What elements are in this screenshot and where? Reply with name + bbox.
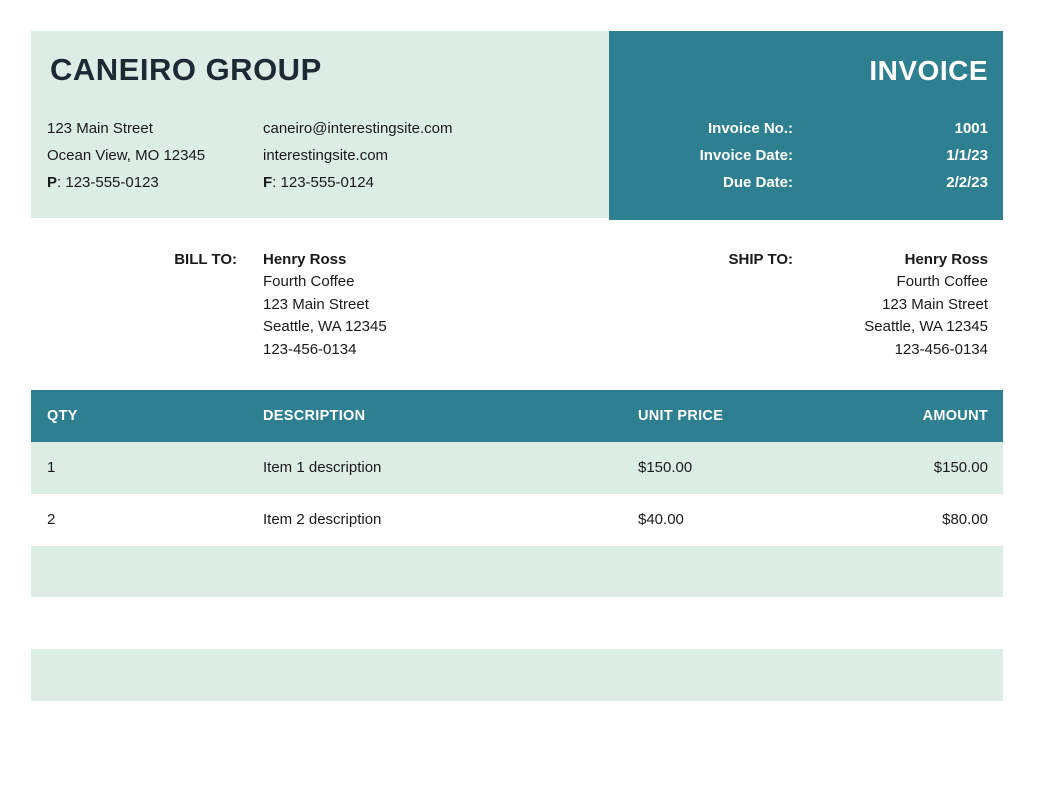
due-date-row bbox=[609, 169, 1003, 196]
invoice-fields bbox=[609, 115, 1003, 196]
item-unit-price: $150.00 bbox=[638, 459, 693, 476]
ship-to-address bbox=[700, 249, 988, 361]
description-column-header: DESCRIPTION bbox=[263, 408, 366, 424]
invoice-title: INVOICE bbox=[869, 55, 988, 86]
bill-to-name: Henry Ross bbox=[263, 251, 347, 268]
company-contact-info bbox=[31, 115, 609, 196]
company-name: CANEIRO GROUP bbox=[50, 52, 322, 87]
contact-row bbox=[31, 115, 609, 142]
unit-price-column-header: UNIT PRICE bbox=[638, 408, 724, 424]
item-qty: 2 bbox=[47, 510, 56, 528]
ship-to-line: Seattle, WA 12345 bbox=[864, 318, 988, 336]
company-website: interestingsite.com bbox=[263, 147, 389, 164]
due-date-label: Due Date: bbox=[722, 174, 793, 191]
company-city: Ocean View, MO 12345 bbox=[47, 147, 206, 164]
invoice-date-value: 1/1/23 bbox=[946, 147, 988, 164]
item-amount: $150.00 bbox=[933, 459, 988, 476]
bill-to-line: Seattle, WA 12345 bbox=[263, 318, 387, 336]
table-header-row bbox=[31, 390, 1003, 442]
contact-row bbox=[31, 142, 609, 169]
fax-number: : 123-555-0124 bbox=[272, 174, 374, 191]
ship-to-name: Henry Ross bbox=[904, 251, 988, 268]
table-row-empty bbox=[31, 701, 1003, 753]
table-row bbox=[31, 494, 1003, 546]
addresses-section bbox=[0, 249, 1038, 367]
invoice-meta-panel bbox=[609, 31, 1003, 220]
ship-to-line: 123-456-0134 bbox=[894, 340, 988, 358]
invoice-date-label: Invoice Date: bbox=[699, 147, 793, 164]
table-row bbox=[31, 442, 1003, 494]
company-fax bbox=[263, 169, 374, 196]
company-email: caneiro@interestingsite.com bbox=[263, 120, 453, 137]
bill-to-line: Fourth Coffee bbox=[263, 273, 355, 291]
qty-column-header: QTY bbox=[47, 408, 78, 424]
phone-number: : 123-555-0123 bbox=[57, 174, 159, 191]
table-row-empty bbox=[31, 546, 1003, 598]
invoice-number-label: Invoice No.: bbox=[707, 120, 793, 137]
fax-prefix: F bbox=[263, 174, 273, 191]
amount-column-header: AMOUNT bbox=[922, 408, 988, 424]
bill-to-line: 123 Main Street bbox=[263, 295, 369, 313]
bill-to-label: BILL TO: bbox=[174, 251, 237, 268]
table-row-empty bbox=[31, 649, 1003, 701]
invoice-number-value: 1001 bbox=[954, 120, 988, 137]
ship-to-line: 123 Main Street bbox=[882, 295, 988, 313]
item-amount: $80.00 bbox=[942, 510, 988, 528]
company-phone bbox=[47, 169, 159, 196]
item-qty: 1 bbox=[47, 459, 56, 476]
item-unit-price: $40.00 bbox=[638, 510, 684, 528]
table-row-empty bbox=[31, 597, 1003, 649]
item-description: Item 2 description bbox=[263, 510, 382, 528]
due-date-value: 2/2/23 bbox=[946, 174, 988, 191]
invoice-date-row bbox=[609, 142, 1003, 169]
company-street: 123 Main Street bbox=[47, 120, 153, 137]
line-items-table bbox=[31, 390, 1003, 753]
contact-row bbox=[31, 169, 609, 196]
ship-to-label: SHIP TO: bbox=[728, 251, 793, 268]
bill-to-line: 123-456-0134 bbox=[263, 340, 357, 358]
company-header-panel bbox=[31, 31, 609, 218]
item-description: Item 1 description bbox=[263, 459, 382, 476]
ship-to-line: Fourth Coffee bbox=[896, 273, 988, 291]
bill-to-address bbox=[263, 249, 387, 361]
phone-prefix: P bbox=[47, 174, 58, 191]
invoice-number-row bbox=[609, 115, 1003, 142]
